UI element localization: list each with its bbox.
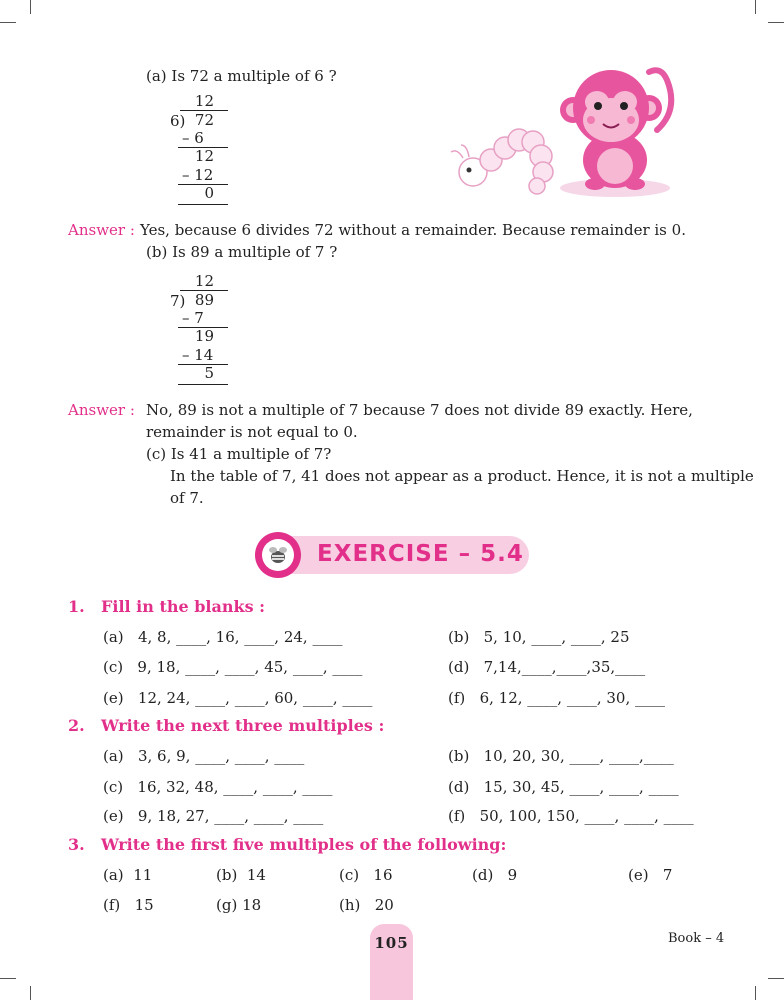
step-subtract: – 6 — [182, 129, 204, 147]
example-c-line2: of 7. — [170, 489, 204, 507]
answer-text-line2: remainder is not equal to 0. — [146, 423, 358, 441]
step-subtract: – 7 — [182, 309, 204, 327]
q2-item-d: (d) 15, 30, 45, ____, ____, ____ — [448, 778, 679, 796]
step-subtract: – 12 — [182, 166, 214, 184]
q1-item-d: (d) 7,14,____,____,35,____ — [448, 658, 646, 676]
q3-item-a: (a) 11 — [103, 866, 153, 884]
page-number-tab — [370, 924, 413, 1000]
q1-item-f: (f) 6, 12, ____, ____, 30, ____ — [448, 689, 665, 707]
divisor: 6) — [170, 112, 186, 130]
book-label: Book – 4 — [668, 931, 725, 946]
monkey-caterpillar-illustration — [445, 60, 680, 200]
page-number: 105 — [374, 934, 409, 952]
quotient: 12 — [194, 272, 214, 290]
dividend: 72 — [194, 111, 214, 129]
q3-item-g: (g) 18 — [216, 896, 262, 914]
crop-mark — [768, 22, 784, 23]
exercise-header — [255, 536, 529, 574]
example-c-line1: In the table of 7, 41 does not appear as a product. Hence, it is not a multiple — [170, 467, 754, 485]
crop-mark — [0, 22, 16, 23]
crop-mark — [30, 0, 31, 14]
crop-mark — [768, 978, 784, 979]
crop-mark — [755, 986, 756, 1000]
answer-label: Answer : — [68, 221, 135, 239]
step-value: 12 — [194, 147, 214, 165]
long-division-a — [160, 92, 240, 212]
q2-item-e: (e) 9, 18, 27, ____, ____, ____ — [103, 807, 324, 825]
q1-item-c: (c) 9, 18, ____, ____, 45, ____, ____ — [103, 658, 363, 676]
q2-item-b: (b) 10, 20, 30, ____, ____,____ — [448, 747, 674, 765]
crop-mark — [0, 978, 16, 979]
step-value: 19 — [194, 327, 214, 345]
step-subtract: – 14 — [182, 346, 214, 364]
example-a-question: (a) Is 72 a multiple of 6 ? — [146, 67, 337, 85]
long-division-b — [160, 272, 240, 392]
q3-item-f: (f) 15 — [103, 896, 154, 914]
crop-mark — [30, 986, 31, 1000]
q3-item-b: (b) 14 — [216, 866, 266, 884]
q3-item-c: (c) 16 — [339, 866, 393, 884]
question-number: 2. — [68, 716, 85, 735]
q3-item-h: (h) 20 — [339, 896, 394, 914]
q2-item-f: (f) 50, 100, 150, ____, ____, ____ — [448, 807, 694, 825]
q3-item-e: (e) 7 — [628, 866, 673, 884]
divisor: 7) — [170, 292, 186, 310]
question-title: Write the first five multiples of the following: — [101, 835, 507, 854]
example-b-question: (b) Is 89 a multiple of 7 ? — [146, 243, 338, 261]
answer-text: Yes, because 6 divides 72 without a remainder. Because remainder is 0. — [140, 221, 686, 239]
remainder: 5 — [204, 364, 214, 382]
quotient: 12 — [194, 92, 214, 110]
caterpillar-icon — [451, 129, 553, 194]
exercise-title: EXERCISE – 5.4 — [317, 541, 524, 567]
answer-text-line1: No, 89 is not a multiple of 7 because 7 does not divide 89 exactly. Here, — [146, 401, 693, 419]
q1-item-e: (e) 12, 24, ____, ____, 60, ____, ____ — [103, 689, 373, 707]
question-title: Fill in the blanks : — [101, 597, 266, 616]
bee-icon — [255, 532, 301, 578]
monkey-icon — [560, 70, 671, 190]
example-c-question: (c) Is 41 a multiple of 7? — [146, 445, 332, 463]
q1-item-b: (b) 5, 10, ____, ____, 25 — [448, 628, 630, 646]
q2-item-c: (c) 16, 32, 48, ____, ____, ____ — [103, 778, 333, 796]
dividend: 89 — [194, 291, 214, 309]
q2-item-a: (a) 3, 6, 9, ____, ____, ____ — [103, 747, 305, 765]
q1-item-a: (a) 4, 8, ____, 16, ____, 24, ____ — [103, 628, 343, 646]
question-number: 3. — [68, 835, 85, 854]
question-title: Write the next three multiples : — [101, 716, 385, 735]
q3-item-d: (d) 9 — [472, 866, 518, 884]
answer-label: Answer : — [68, 401, 135, 419]
crop-mark — [755, 0, 756, 14]
remainder: 0 — [204, 184, 214, 202]
question-number: 1. — [68, 597, 85, 616]
